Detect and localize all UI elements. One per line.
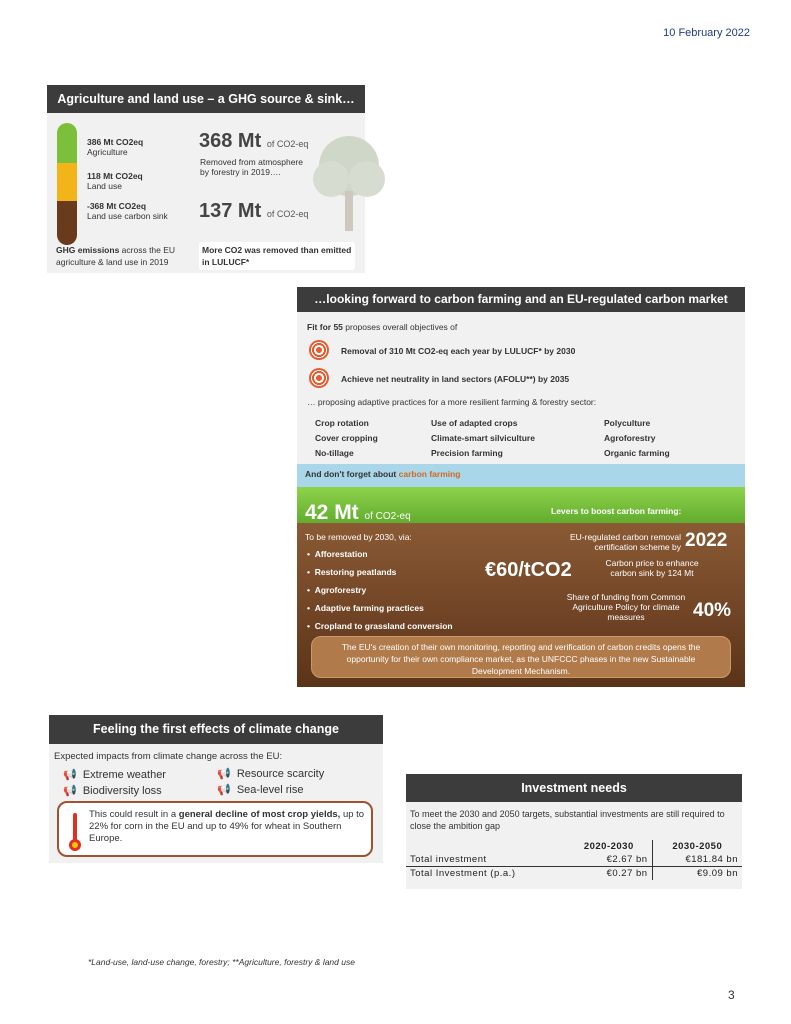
- impact-item: 📢 Extreme weather: [63, 769, 166, 781]
- investment-title: Investment needs: [406, 774, 742, 802]
- certification-year: 2022: [685, 530, 728, 551]
- practice: No-tillage: [315, 448, 354, 458]
- bullet-item: • Agroforestry: [307, 585, 367, 595]
- page-number: 3: [728, 988, 735, 1002]
- tree-icon: [309, 131, 389, 231]
- practice: Cover cropping: [315, 433, 378, 443]
- carbon-sink-item: [87, 201, 168, 221]
- investment-table: [406, 840, 742, 880]
- practices-col-1: [315, 416, 378, 461]
- carbon-farming-panel: [297, 287, 745, 687]
- land-use-value: 118 Mt CO2eq: [87, 171, 143, 181]
- agriculture-label: Agriculture: [87, 147, 128, 157]
- carbon-price-desc: Carbon price to enhance carbon sink by 124 Mt: [605, 558, 699, 578]
- practice: Climate-smart silviculture: [431, 433, 535, 443]
- carbon-farming-title: …looking forward to carbon farming and an EU-regulated carbon market: [297, 287, 745, 312]
- thermometer-icon: [67, 807, 83, 853]
- crop-yield-warning: [57, 801, 373, 857]
- dont-forget-text: And don't forget about carbon farming: [305, 469, 461, 479]
- practices-col-3: [604, 416, 670, 461]
- ghg-panel-title: Agriculture and land use – a GHG source & sink…: [47, 85, 365, 113]
- table-row: [406, 867, 742, 881]
- removal-methods-list: [307, 545, 453, 635]
- row-label: Total Investment (p.a.): [410, 868, 516, 879]
- practice: Precision farming: [431, 448, 503, 458]
- proposing-text: … proposing adaptive practices for a more resilient farming & forestry sector:: [307, 397, 597, 407]
- removal-desc: To be removed by 2030, via:: [305, 532, 412, 542]
- land-use-segment: [57, 163, 77, 201]
- practice: Use of adapted crops: [431, 418, 518, 428]
- mrv-box: [311, 636, 731, 678]
- bullet-item: • Adaptive farming practices: [307, 603, 424, 613]
- megaphone-icon: 📢: [63, 785, 77, 797]
- target-icon: [309, 340, 329, 360]
- carbon-price: €60/tCO2: [485, 559, 572, 581]
- megaphone-icon: 📢: [63, 769, 77, 781]
- practice: Agroforestry: [604, 433, 656, 443]
- land-use-item: [87, 171, 143, 191]
- practice: Crop rotation: [315, 418, 369, 428]
- emissions-bar: [57, 123, 77, 245]
- investment-panel: [406, 774, 742, 889]
- agriculture-value: 386 Mt CO2eq: [87, 137, 144, 147]
- megaphone-icon: 📢: [217, 768, 231, 780]
- column-header: 2030-2050: [672, 841, 723, 852]
- cell-value: €2.67 bn: [566, 853, 652, 867]
- impact-item: 📢 Sea-level rise: [217, 784, 304, 796]
- impact-item: 📢 Resource scarcity: [217, 768, 325, 780]
- practice: Organic farming: [604, 448, 670, 458]
- row-label: Total investment: [410, 854, 487, 865]
- carbon-sink-segment: [57, 201, 77, 245]
- table-row: [406, 853, 742, 867]
- net-removal: 137 Mt of CO2-eq: [199, 200, 309, 222]
- land-use-label: Land use: [87, 181, 122, 191]
- bullet-item: • Restoring peatlands: [307, 567, 397, 577]
- carbon-sink-value: -368 Mt CO2eq: [87, 201, 147, 211]
- objective-2: Achieve net neutrality in land sectors (AFOLU**) by 2035: [341, 374, 570, 384]
- megaphone-icon: 📢: [217, 784, 231, 796]
- funding-desc: Share of funding from Common Agriculture Policy for climate measures: [566, 592, 686, 622]
- climate-effects-panel: [49, 715, 383, 863]
- mrv-text: The EU's creation of their own monitoring, reporting and verification of carbon credits opens the opportunity for their own compliance market, as the UNFCCC phases in the new Sustainable Development Mechanism.: [341, 642, 701, 676]
- objective-1: Removal of 310 Mt CO2-eq each year by LULUCF* by 2030: [341, 346, 576, 356]
- levers-title: Levers to boost carbon farming:: [551, 506, 682, 516]
- funding-share: 40%: [693, 600, 732, 621]
- climate-effects-title: Feeling the first effects of climate change: [49, 715, 383, 744]
- footnote: *Land-use, land-use change, forestry; **Agriculture, forestry & land use: [88, 957, 355, 967]
- forestry-removal: 368 Mt of CO2-eq: [199, 130, 309, 152]
- fit-for-55-intro: Fit for 55 proposes overall objectives of: [307, 322, 458, 332]
- target-icon: [309, 368, 329, 388]
- forestry-desc: Removed from atmosphere by forestry in 2019….: [200, 157, 303, 177]
- practices-col-2: [431, 416, 535, 461]
- cell-value: €0.27 bn: [566, 867, 652, 881]
- bullet-item: • Cropland to grassland conversion: [307, 621, 453, 631]
- agriculture-segment: [57, 123, 77, 163]
- practice: Polyculture: [604, 418, 651, 428]
- investment-intro: To meet the 2030 and 2050 targets, substantial investments are still required to close the ambition gap: [410, 809, 725, 831]
- removal-target: 42 Mt of CO2-eq: [305, 501, 411, 524]
- bullet-item: • Afforestation: [307, 549, 368, 559]
- ghg-caption: GHG emissions across the EU agriculture & land use in 2019: [56, 245, 176, 267]
- crop-yield-text: This could result in a general decline of most crop yields, up to 22% for corn in the EU and up to 49% for wheat in Southern Europe.: [89, 809, 365, 844]
- impact-item: 📢 Biodiversity loss: [63, 785, 162, 797]
- agriculture-item: [87, 137, 143, 157]
- cell-value: €181.84 bn: [685, 854, 738, 865]
- column-header: 2020-2030: [566, 840, 652, 853]
- report-date: 10 February 2022: [663, 27, 750, 39]
- ghg-panel: [47, 85, 365, 273]
- cell-value: €9.09 bn: [697, 868, 738, 879]
- removal-note: More CO2 was removed than emitted in LULUCF*: [199, 242, 355, 270]
- impacts-intro: Expected impacts from climate change across the EU:: [54, 751, 283, 762]
- carbon-sink-label: Land use carbon sink: [87, 211, 168, 221]
- lever-certification: EU-regulated carbon removal certification scheme by: [569, 532, 681, 552]
